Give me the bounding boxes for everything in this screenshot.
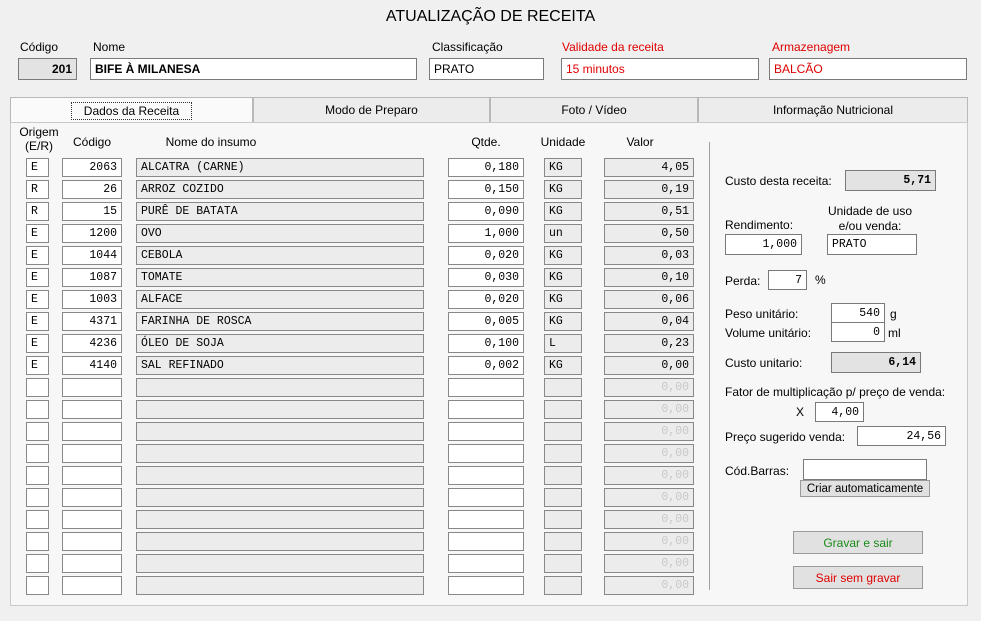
nome-insumo-cell[interactable]: TOMATE	[136, 268, 424, 287]
codigo-cell[interactable]	[62, 378, 122, 397]
armazenagem-field[interactable]: BALCÃO	[769, 58, 967, 80]
codigo-cell[interactable]: 2063	[62, 158, 122, 177]
valor-cell: 0,00	[604, 532, 694, 551]
col-header-unidade: Unidade	[540, 135, 586, 149]
origem-cell[interactable]: E	[26, 246, 49, 265]
qtde-cell[interactable]: 0,090	[448, 202, 524, 221]
origem-cell[interactable]: E	[26, 312, 49, 331]
origem-cell[interactable]	[26, 444, 49, 463]
qtde-cell[interactable]: 0,150	[448, 180, 524, 199]
qtde-cell[interactable]: 1,000	[448, 224, 524, 243]
codigo-cell[interactable]: 1087	[62, 268, 122, 287]
tab-label: Dados da Receita	[71, 102, 192, 120]
qtde-cell[interactable]	[448, 488, 524, 507]
codigo-cell[interactable]	[62, 532, 122, 551]
tab-bar	[10, 97, 968, 123]
perda-unit: %	[815, 273, 826, 287]
qtde-cell[interactable]: 0,180	[448, 158, 524, 177]
criar-automaticamente-button[interactable]: Criar automaticamente	[800, 480, 930, 497]
valor-cell: 0,04	[604, 312, 694, 331]
nome-insumo-cell[interactable]	[136, 576, 424, 595]
codigo-cell[interactable]	[62, 422, 122, 441]
col-header-codigo: Código	[72, 135, 112, 149]
nome-insumo-cell[interactable]	[136, 532, 424, 551]
fator-x: X	[796, 405, 805, 419]
unidade-cell[interactable]: KG	[544, 246, 582, 265]
qtde-cell[interactable]: 0,020	[448, 246, 524, 265]
unidade-cell[interactable]: KG	[544, 290, 582, 309]
tab-dados-receita[interactable]	[10, 97, 253, 123]
nome-insumo-cell[interactable]: ÓLEO DE SOJA	[136, 334, 424, 353]
valor-cell: 0,00	[604, 554, 694, 573]
validade-field[interactable]: 15 minutos	[561, 58, 759, 80]
valor-cell: 0,51	[604, 202, 694, 221]
nome-insumo-cell[interactable]: ALCATRA (CARNE)	[136, 158, 424, 177]
unidade-cell[interactable]	[544, 444, 582, 463]
origem-cell[interactable]	[26, 510, 49, 529]
peso-field[interactable]: 540	[831, 303, 885, 323]
tab-modo-preparo[interactable]	[253, 97, 490, 122]
codigo-cell[interactable]: 26	[62, 180, 122, 199]
preco-sugerido-label: Preço sugerido venda:	[725, 430, 846, 444]
col-header-qtde: Qtde.	[471, 135, 501, 149]
codigo-cell[interactable]	[62, 466, 122, 485]
valor-cell: 0,00	[604, 576, 694, 595]
classificacao-label: Classificação	[432, 40, 503, 54]
codigo-cell[interactable]: 4371	[62, 312, 122, 331]
nome-insumo-cell[interactable]	[136, 554, 424, 573]
qtde-cell[interactable]	[448, 466, 524, 485]
custo-unitario-field: 6,14	[831, 352, 921, 373]
origem-cell[interactable]	[26, 532, 49, 551]
classificacao-field[interactable]: PRATO	[429, 58, 544, 80]
nome-insumo-cell[interactable]	[136, 466, 424, 485]
volume-label: Volume unitário:	[725, 326, 812, 340]
perda-field[interactable]: 7	[768, 270, 807, 290]
qtde-cell[interactable]: 0,020	[448, 290, 524, 309]
sair-sem-gravar-button[interactable]: Sair sem gravar	[793, 566, 923, 589]
unidade-cell[interactable]: KG	[544, 202, 582, 221]
fator-field[interactable]: 4,00	[815, 402, 864, 422]
valor-cell: 0,00	[604, 510, 694, 529]
origem-cell[interactable]: E	[26, 224, 49, 243]
nome-insumo-cell[interactable]	[136, 378, 424, 397]
valor-cell: 0,10	[604, 268, 694, 287]
unidade-cell[interactable]	[544, 532, 582, 551]
origem-cell[interactable]	[26, 576, 49, 595]
valor-cell: 0,00	[604, 400, 694, 419]
origem-cell[interactable]	[26, 488, 49, 507]
unidade-cell[interactable]: KG	[544, 158, 582, 177]
codigo-cell[interactable]: 1044	[62, 246, 122, 265]
unidade-cell[interactable]: KG	[544, 312, 582, 331]
unidade-cell[interactable]	[544, 510, 582, 529]
nome-insumo-cell[interactable]: FARINHA DE ROSCA	[136, 312, 424, 331]
armazenagem-label: Armazenagem	[772, 40, 851, 54]
preco-sugerido-field[interactable]: 24,56	[857, 426, 946, 446]
col-header-nome: Nome do insumo	[165, 135, 257, 149]
unidade-uso-field[interactable]: PRATO	[827, 234, 917, 255]
codigo-cell[interactable]	[62, 510, 122, 529]
qtde-cell[interactable]: 0,002	[448, 356, 524, 375]
col-header-origem: Origem (E/R)	[19, 125, 59, 153]
qtde-cell[interactable]	[448, 510, 524, 529]
valor-cell: 0,06	[604, 290, 694, 309]
codigo-cell[interactable]	[62, 444, 122, 463]
cod-barras-label: Cód.Barras:	[725, 464, 790, 478]
tab-label: Informação Nutricional	[772, 103, 894, 117]
nome-insumo-cell[interactable]	[136, 488, 424, 507]
qtde-cell[interactable]	[448, 422, 524, 441]
col-header-valor: Valor	[626, 135, 654, 149]
qtde-cell[interactable]	[448, 444, 524, 463]
valor-cell: 0,50	[604, 224, 694, 243]
nome-insumo-cell[interactable]	[136, 422, 424, 441]
valor-cell: 0,00	[604, 422, 694, 441]
origem-cell[interactable]: R	[26, 180, 49, 199]
unidade-cell[interactable]	[544, 554, 582, 573]
valor-cell: 0,00	[604, 488, 694, 507]
qtde-cell[interactable]	[448, 576, 524, 595]
codigo-field[interactable]: 201	[18, 58, 77, 80]
codigo-cell[interactable]: 15	[62, 202, 122, 221]
codigo-cell[interactable]: 1200	[62, 224, 122, 243]
qtde-cell[interactable]: 0,100	[448, 334, 524, 353]
codigo-label: Código	[20, 40, 59, 54]
nome-insumo-cell[interactable]	[136, 444, 424, 463]
nome-insumo-cell[interactable]: ARROZ COZIDO	[136, 180, 424, 199]
unidade-cell[interactable]: un	[544, 224, 582, 243]
origem-cell[interactable]: E	[26, 334, 49, 353]
unidade-cell[interactable]: L	[544, 334, 582, 353]
peso-label: Peso unitário:	[725, 307, 799, 321]
origem-cell[interactable]: E	[26, 268, 49, 287]
unidade-cell[interactable]: KG	[544, 356, 582, 375]
nome-insumo-cell[interactable]: OVO	[136, 224, 424, 243]
valor-cell: 0,00	[604, 466, 694, 485]
unidade-cell[interactable]	[544, 576, 582, 595]
valor-cell: 0,19	[604, 180, 694, 199]
unidade-cell[interactable]	[544, 488, 582, 507]
codigo-cell[interactable]	[62, 554, 122, 573]
codigo-cell[interactable]: 4140	[62, 356, 122, 375]
nome-insumo-cell[interactable]: SAL REFINADO	[136, 356, 424, 375]
custo-unitario-label: Custo unitario:	[725, 356, 803, 370]
origem-cell[interactable]	[26, 422, 49, 441]
qtde-cell[interactable]	[448, 400, 524, 419]
window-title: ATUALIZAÇÃO DE RECEITA	[385, 8, 596, 25]
qtde-cell[interactable]	[448, 532, 524, 551]
unidade-uso-label: Unidade de uso e/ou venda:	[827, 204, 913, 233]
perda-label: Perda:	[725, 274, 761, 288]
qtde-cell[interactable]	[448, 554, 524, 573]
nome-insumo-cell[interactable]: ALFACE	[136, 290, 424, 309]
codigo-cell[interactable]	[62, 400, 122, 419]
valor-cell: 4,05	[604, 158, 694, 177]
valor-cell: 0,00	[604, 378, 694, 397]
tab-foto-video[interactable]	[490, 97, 698, 122]
tab-label: Modo de Preparo	[325, 103, 418, 117]
nome-insumo-cell[interactable]: CEBOLA	[136, 246, 424, 265]
origem-cell[interactable]	[26, 378, 49, 397]
unidade-cell[interactable]: KG	[544, 180, 582, 199]
codigo-cell[interactable]	[62, 576, 122, 595]
unidade-cell[interactable]	[544, 378, 582, 397]
volume-field[interactable]: 0	[831, 322, 885, 342]
cod-barras-field[interactable]	[803, 459, 927, 480]
origem-cell[interactable]	[26, 400, 49, 419]
valor-cell: 0,00	[604, 444, 694, 463]
valor-cell: 0,03	[604, 246, 694, 265]
origem-cell[interactable]: R	[26, 202, 49, 221]
nome-insumo-cell[interactable]	[136, 510, 424, 529]
codigo-cell[interactable]	[62, 488, 122, 507]
origem-cell[interactable]	[26, 554, 49, 573]
peso-unit: g	[890, 307, 897, 321]
valor-cell: 0,23	[604, 334, 694, 353]
origem-cell[interactable]: E	[26, 356, 49, 375]
nome-insumo-cell[interactable]: PURÊ DE BATATA	[136, 202, 424, 221]
unidade-cell[interactable]	[544, 466, 582, 485]
rendimento-field[interactable]: 1,000	[725, 234, 802, 255]
valor-cell: 0,00	[604, 356, 694, 375]
volume-unit: ml	[888, 326, 901, 340]
origem-cell[interactable]	[26, 466, 49, 485]
nome-insumo-cell[interactable]	[136, 400, 424, 419]
nome-field[interactable]: BIFE À MILANESA	[90, 58, 417, 80]
qtde-cell[interactable]: 0,005	[448, 312, 524, 331]
custo-receita-label: Custo desta receita:	[725, 174, 832, 188]
gravar-sair-button[interactable]: Gravar e sair	[793, 531, 923, 554]
qtde-cell[interactable]: 0,030	[448, 268, 524, 287]
validade-label: Validade da receita	[562, 40, 664, 54]
origem-cell[interactable]: E	[26, 158, 49, 177]
qtde-cell[interactable]	[448, 378, 524, 397]
tab-label: Foto / Vídeo	[561, 103, 627, 117]
fator-label: Fator de multiplicação p/ preço de venda:	[725, 385, 946, 399]
panel-divider	[709, 142, 710, 590]
codigo-cell[interactable]: 4236	[62, 334, 122, 353]
codigo-cell[interactable]: 1003	[62, 290, 122, 309]
unidade-cell[interactable]	[544, 400, 582, 419]
rendimento-label: Rendimento:	[725, 218, 794, 232]
custo-receita-field: 5,71	[845, 170, 936, 191]
nome-label: Nome	[93, 40, 126, 54]
unidade-cell[interactable]	[544, 422, 582, 441]
origem-cell[interactable]: E	[26, 290, 49, 309]
unidade-cell[interactable]: KG	[544, 268, 582, 287]
tab-informacao-nutricional[interactable]	[698, 97, 968, 122]
